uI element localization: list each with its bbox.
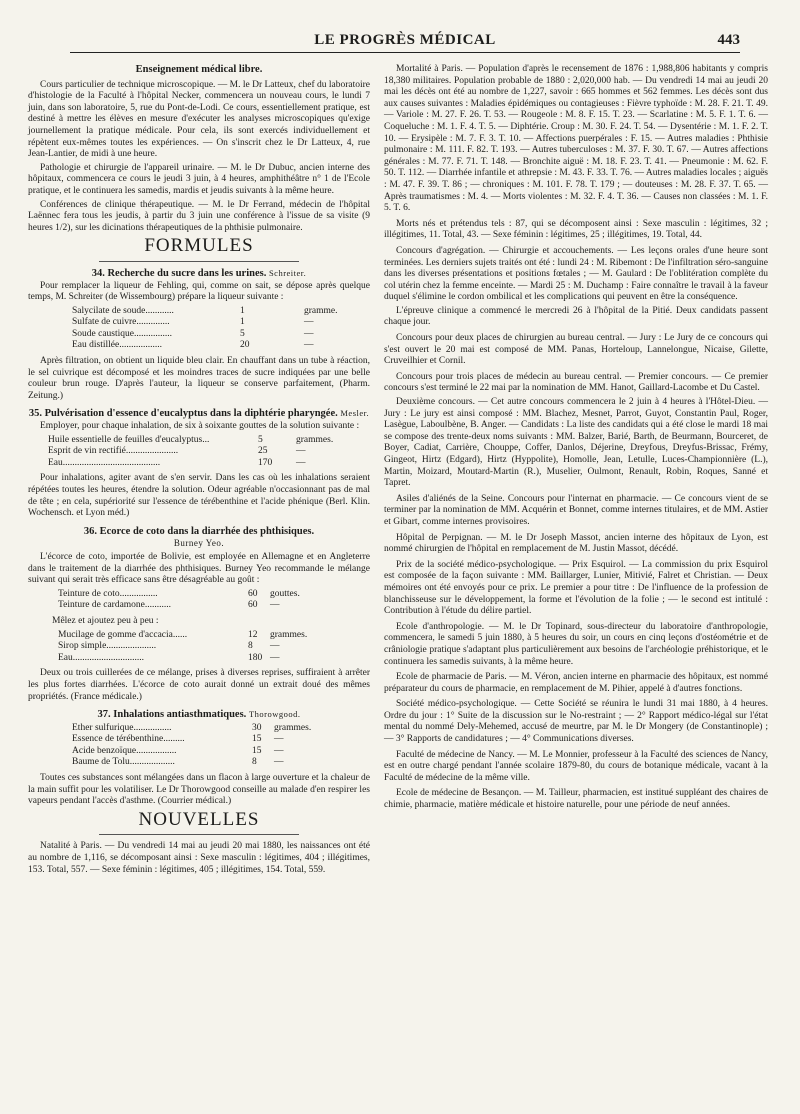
- quantity: 60: [248, 588, 258, 599]
- formula-author: Schreiter.: [268, 267, 307, 278]
- quantity: 180: [248, 652, 263, 663]
- paragraph: Ecole d'anthropologie. — M. le Dr Topinard, sous-directeur du laboratoire d'anthropologie, commencera, le samedi 5 juin 1880, à 5 heures du soir, un cours en cinq leçons d'ostéométrie et de crâniologie pratique s'adaptant plus particulièrement aux besoins de l'archéologie préhistorique, et le continuera les samedis suivants, à la même heure.: [384, 621, 768, 667]
- paragraph: L'épreuve clinique a commencé le mercredi 26 à l'hôpital de la Pitié. Deux candidats passent chaque jour.: [384, 305, 768, 328]
- recipe-row: [72, 340, 370, 352]
- unit: —: [296, 446, 306, 457]
- unit: grammes.: [274, 722, 312, 733]
- ingredient: Esprit de vin rectifié......................: [48, 446, 179, 457]
- paragraph: Natalité à Paris. — Du vendredi 14 mai au jeudi 20 mai 1880, les naissances ont été au nombre de 1,116, se décomposant ainsi : Sexe masculin : légitimes, 404 ; illégitimes, 153. Total, 557. — Sexe féminin : légitimes, 405 ; illégitimes, 154. Total, 559.: [28, 841, 370, 875]
- formula-title-text: 35. Pulvérisation d'essence d'eucalyptus dans la diphtérie pharyngée.: [28, 408, 338, 420]
- section-title: Enseignement médical libre.: [135, 64, 263, 75]
- recipe-row: [72, 306, 370, 318]
- unit: —: [270, 652, 280, 663]
- formula-title-text: 36. Ecorce de coto dans la diarrhée des phthisiques.: [83, 525, 315, 537]
- unit: —: [296, 457, 306, 468]
- formula-36-title: [28, 526, 370, 538]
- quantity: 1: [240, 305, 245, 316]
- page-header: [70, 32, 740, 53]
- right-column: [384, 64, 768, 816]
- paragraph: Société médico-psychologique. — Cette Société se réunira le lundi 31 mai 1880, à 4 heures. Ordre du jour : 1° Suite de la discussion sur le No-restraint ; — 2° Rapport médico-légal sur l'état mental du nommé Dely-Mehemed, accusé de meurtre, par M. le Dr Mongery (de Constantinople) ; — 3° Rapports de candidatures ; — 4° Communications diverses.: [384, 699, 768, 745]
- recipe-row: [72, 329, 370, 341]
- paragraph: Ecole de pharmacie de Paris. — M. Véron, ancien interne en pharmacie des hôpitaux, est nommé préparateur du cours de pharmacie, en remplacement de M. Pihier, appelé à d'autres fonctions.: [384, 672, 768, 694]
- recipe-row: [48, 435, 370, 447]
- paragraph: Asiles d'aliénés de la Seine. Concours pour l'internat en pharmacie. — Ce concours vient de se terminer par la nomination de MM. Acquérin et Bonnet, comme internes titulaires, et de MM. Astier et Gibart, comme internes provisoires.: [384, 493, 768, 527]
- quantity: 25: [258, 446, 268, 457]
- paragraph: Ecole de médecine de Besançon. — M. Tailleur, pharmacien, est institué suppléant des chaires de chimie, pharmacie, matière médicale et histoire naturelle, pour une période de neuf années.: [384, 788, 768, 811]
- ingredient: Eau.........................................: [48, 457, 161, 468]
- quantity: 1: [240, 317, 245, 328]
- nouvelles-heading: NOUVELLES: [138, 808, 260, 830]
- ingredient: Acide benzoïque.................: [72, 745, 177, 756]
- quantity: 15: [252, 734, 262, 745]
- quantity: 5: [258, 434, 263, 445]
- paragraph: L'écorce de coto, importée de Bolivie, est employée en Allemagne et en Angleterre dans le traitement de la diarrhée des phthisiques. Burney Yeo recommande le mélange suivant qui serait très efficace sans être désagréable au goût :: [28, 551, 370, 586]
- ingredient: Ether sulfurique................: [72, 722, 172, 733]
- recipe-row: [58, 589, 370, 601]
- paragraph: Pour inhalations, agiter avant de s'en servir. Dans les cas où les inhalations seraient répétées toutes les heures, étendre la solution. Odeur agréable n'occasionnant pas de mal de tête ; en cela, supériorité sur l'essence de térébenthine et l'acide phénique (Berl. Klin. Wochensch. et Lyon méd.): [28, 473, 370, 519]
- ingredient: Eau distillée..................: [72, 340, 162, 351]
- unit: —: [274, 757, 284, 768]
- ingredient: Salycilate de soude............: [72, 305, 174, 316]
- paragraph: Pour remplacer la liqueur de Fehling, qui, comme on sait, se dépose après quelque temps, M. Schreiter (de Wissembourg) prépare la liqueur suivante :: [28, 280, 370, 303]
- unit: —: [304, 328, 314, 339]
- recipe-row: [58, 653, 370, 665]
- unit: —: [274, 745, 284, 756]
- quantity: 20: [240, 340, 250, 351]
- recipe-row: [72, 746, 370, 758]
- recipe-36b: [58, 630, 370, 665]
- unit: gouttes.: [270, 588, 300, 599]
- quantity: 60: [248, 600, 258, 611]
- recipe-37: [72, 723, 370, 769]
- quantity: 30: [252, 722, 262, 733]
- unit: —: [304, 340, 314, 351]
- paragraph: Concours d'agrégation. — Chirurgie et accouchements. — Les leçons orales d'une heure sont terminées. Les derniers sujets traités ont été : lundi 24 : M. Ribemont : De l'infiltration séro-sanguine dans les diverses présentations et positions fœtales ; — M. Gaulard : De l'oblitération complète du col utérin chez la femme enceinte. — Mardi 25 : M. Duchamp : Faire connaître le travail à la faveur duquel s'élimine le cordon ombilical et les complications qui peuvent en être la conséquence.: [384, 245, 768, 303]
- ingredient: Eau..............................: [58, 652, 145, 663]
- recipe-row: [58, 641, 370, 653]
- formula-title-text: 34. Recherche du sucre dans les urines.: [91, 267, 267, 279]
- recipe-35: [48, 435, 370, 470]
- paragraph: Concours pour trois places de médecin au bureau central. — Premier concours. — Ce premier concours s'est terminé le 22 mai par la nomination de MM. Hanot, Gaillard-Lacombe et Du Castel.: [384, 371, 768, 394]
- unit: grammes.: [270, 629, 308, 640]
- unit: grammes.: [296, 434, 334, 445]
- paragraph: Toutes ces substances sont mélangées dans un flacon à large ouverture et la chaleur de la main suffit pour les volatiliser. Le Dr Thorowgood conseille au malade d'en respirer les vapeurs pendant l'accès d'asthme. (Courrier médical.): [28, 773, 370, 807]
- quantity: 8: [252, 757, 257, 768]
- formula-title-text: 37. Inhalations antiasthmatiques.: [97, 709, 247, 721]
- recipe-row: [48, 446, 370, 458]
- quantity: 12: [248, 629, 258, 640]
- ingredient: Essence de térébenthine.........: [72, 734, 185, 745]
- paragraph: Faculté de médecine de Nancy. — M. Le Monnier, professeur à la Faculté des sciences de Nancy, est en outre chargé pendant l'année scolaire 1879-80, du cours de botanique médicale, vacant à la Faculté de médecine de la même ville.: [384, 749, 768, 783]
- paragraph: Concours pour deux places de chirurgien au bureau central. — Jury : Le Jury de ce concours qui s'est ouvert le 20 mai est composé de MM. Panas, Horteloup, Lannelongue, Nicaise, Gilette, Cruveilhier et Cornil.: [384, 333, 768, 367]
- ingredient: Teinture de coto................: [58, 588, 158, 599]
- paragraph: Mortalité à Paris. — Population d'après le recensement de 1876 : 1,988,806 habitants y compris 18,380 militaires. Population probable de 1880 : 2,020,000 hab. — Du vendredi 14 mai au jeudi 20 mai les décès ont été au nombre de 1,227, savoir : 665 hommes et 562 femmes. Les décès sont dus aux causes suivantes : Maladies épidémiques ou contagieuses : Fièvre typhoïde : M. 28. F. 21. T. 49. — Variole : M. 27. F. 26. T. 53. — Rougeole : M. 8. F. 15. T. 23. — Scarlatine : M. 5. F. 1. T. 6. — Coqueluche : M. 1. F. 4. T. 5. — Diphtérie. Croup : M. 30. F. 24. T. 54. — Dysentérie : M. 1. F. 2. T. 10. — Erysipèle : M. 7. F. 3. T. 10. — Affections puerpérales : F. 15. — Autres maladies : Phthisie pulmonaire : M. 111. F. 82. T. 193. — Autres tuberculoses : M. 37. F. 30. T. 67. — Autres affections générales : M. 77. F. 71. T. 148. — Bronchite aiguë : M. 18. F. 23. T. 41. — Pneumonie : M. 62. F. 50. T. 112. — Diarrhée infantile et athrepsie : M. 43. F. 33. T. 76. — Autres maladies locales ; aiguës : M. 47. F. 39. T. 86 ; — chroniques : M. 101. F. 78. T. 179 ; — douteuses : M. 28. F. 37. T. 65. — Après traumatismes : M. 4. — Morts violentes : M. 32. F. 4. T. 36. — Causes non classées : M. 1. F. 5. T. 6.: [384, 64, 768, 214]
- recipe-row: [58, 630, 370, 642]
- unit: —: [304, 317, 314, 328]
- paragraph: Après filtration, on obtient un liquide bleu clair. En chauffant dans un tube à réaction, le sel cuivrique est décomposé et les moindres traces de sucre indiquées par une belle couleur brun rouge. D'après l'auteur, la liqueur se conserve parfaitement, (Pharm. Zeitung.): [28, 356, 370, 401]
- recipe-34: [72, 306, 370, 352]
- paragraph: Deux ou trois cuillerées de ce mélange, prises à diverses reprises, suffiraient à arrêter les plus fortes diarrhées. L'écorce de coto aurait donné un extrait doué des mêmes propriétés. (France médicale.): [28, 668, 370, 702]
- paragraph: Morts nés et prétendus tels : 87, qui se décomposent ainsi : Sexe masculin : légitimes, 32 ; illégitimes, 11. Total, 43. — Sexe féminin : légitimes, 25 ; illégitimes, 19. Total, 44.: [384, 218, 768, 241]
- page-number: 443: [717, 32, 740, 48]
- ingredient: Baume de Tolu...................: [72, 757, 175, 768]
- quantity: 5: [240, 328, 245, 339]
- unit: —: [270, 641, 280, 652]
- quantity: 170: [258, 457, 273, 468]
- paragraph: Deuxième concours. — Cet autre concours commencera le 2 juin à 4 heures à l'Hôtel-Dieu. — Jury : Le jury est ainsi composé : MM. Blachez, Mesnet, Parrot, Guyot, Constantin Paul, Roger, Lasègue, Laboulbène, B. Anger. — Candidats : La liste des candidats qui a été close le mardi 18 mai se compose des trente-deux noms suivants : MM. Balzer, Barié, Barth, de Beurmann, Bourceret, de Boyer, Cadiat, Carrière, Chouppe, Coffer, Danlos, Déjerine, Dreyfous, Dreyfus-Brissac, Frémy, Gingeot, Hirtz (Edgard), Hirtz (Hyppolite), Homolle, Jean, Letulle, Luces-Championnière (L.), Martin, Moizard, Moutard-Martin (R.), Muselier, Oulmont, Renault, Robin, Roques, Sanné et Tapret.: [384, 397, 768, 489]
- paragraph: Employer, pour chaque inhalation, de six à soixante gouttes de la solution suivante :: [40, 421, 360, 432]
- unit: —: [270, 600, 280, 611]
- formula-author: Burney Yeo.: [173, 538, 225, 549]
- paragraph: Cours particulier de technique microscopique. — M. le Dr Latteux, chef du laboratoire d'histologie de la Faculté à l'hôpital Necker, commencera un nouveau cours, le lundi 7 juin, dans son laboratoire, 5, rue du Pont-de-Lodi. Ce cours, essentiellement pratique, est destiné à mettre les élèves en mesure d'exécuter les analyses microscopiques qu'exige journellement la pratique médicale. Pour cela, ils sont exercés individuellement et répètent eux-mêmes toutes les expériences. — On s'inscrit chez le Dr Latteux, 4, rue Jean-Lantier, de midi à une heure.: [28, 79, 371, 160]
- recipe-row: [72, 734, 370, 746]
- divider: [99, 261, 299, 262]
- ingredient: Sulfate de cuivre..............: [72, 317, 170, 328]
- unit: gramme.: [304, 305, 338, 316]
- paragraph: Pathologie et chirurgie de l'appareil urinaire. — M. le Dr Dubuc, ancien interne des hôpitaux, commencera ce cours le jeudi 3 juin, à 4 heures, amphithéâtre n° 1 de l'Ecole pratique, et le continuera les samedis, mardis et jeudis suivants à la même heure.: [28, 162, 370, 196]
- formules-heading: FORMULES: [144, 235, 254, 257]
- journal-title: LE PROGRÈS MÉDICAL: [314, 32, 496, 48]
- formula-author: Mesler.: [340, 408, 370, 419]
- paragraph: Prix de la société médico-psychologique. — Prix Esquirol. — La commission du prix Esquirol est composée de la façon suivante : MM. Baillarger, Lunier, Mitivié, Falret et Christian. — Deux mémoires ont été envoyés pour ce prix. Le premier a pour titre : De l'influence de la profession de blanchisseuse sur le développement, la forme et l'évolution de la folie ; — le second est intitulé : Contribution à l'étude du délire partiel.: [384, 559, 768, 617]
- formula-35-title: [28, 408, 370, 420]
- quantity: 8: [248, 641, 253, 652]
- divider: [99, 834, 299, 835]
- paragraph: Conférences de clinique thérapeutique. — M. le Dr Ferrand, médecin de l'hôpital Laënnec fera tous les jeudis, à partir du 3 juin une conférence à l'issue de sa visite (9 heures 1/2), sur les dicinations thérapeutiques de la phthisie pulmonaire.: [28, 199, 370, 233]
- formula-37-title: [28, 709, 370, 721]
- recipe-instruction: Mêlez et ajoutez peu à peu :: [52, 615, 159, 626]
- formula-34-title: [28, 268, 370, 280]
- ingredient: Mucilage de gomme d'accacia......: [58, 629, 188, 640]
- formula-author: Thorowgood.: [248, 709, 301, 720]
- recipe-row: [72, 317, 370, 329]
- recipe-36a: [58, 589, 370, 612]
- left-column: [28, 64, 370, 878]
- ingredient: Soude caustique................: [72, 328, 173, 339]
- recipe-row: [72, 723, 370, 735]
- ingredient: Huile essentielle de feuilles d'eucalyptus...: [48, 434, 210, 445]
- paragraph: Hôpital de Perpignan. — M. le Dr Joseph Massot, ancien interne des hôpitaux de Lyon, est nommé chirurgien de l'hôpital en remplacement de M. Justin Massot, décédé.: [384, 532, 768, 555]
- unit: —: [274, 734, 284, 745]
- quantity: 15: [252, 745, 262, 756]
- ingredient: Sirop simple.....................: [58, 641, 157, 652]
- recipe-row: [72, 757, 370, 769]
- recipe-row: [48, 458, 370, 470]
- ingredient: Teinture de cardamone...........: [58, 600, 172, 611]
- recipe-row: [58, 600, 370, 612]
